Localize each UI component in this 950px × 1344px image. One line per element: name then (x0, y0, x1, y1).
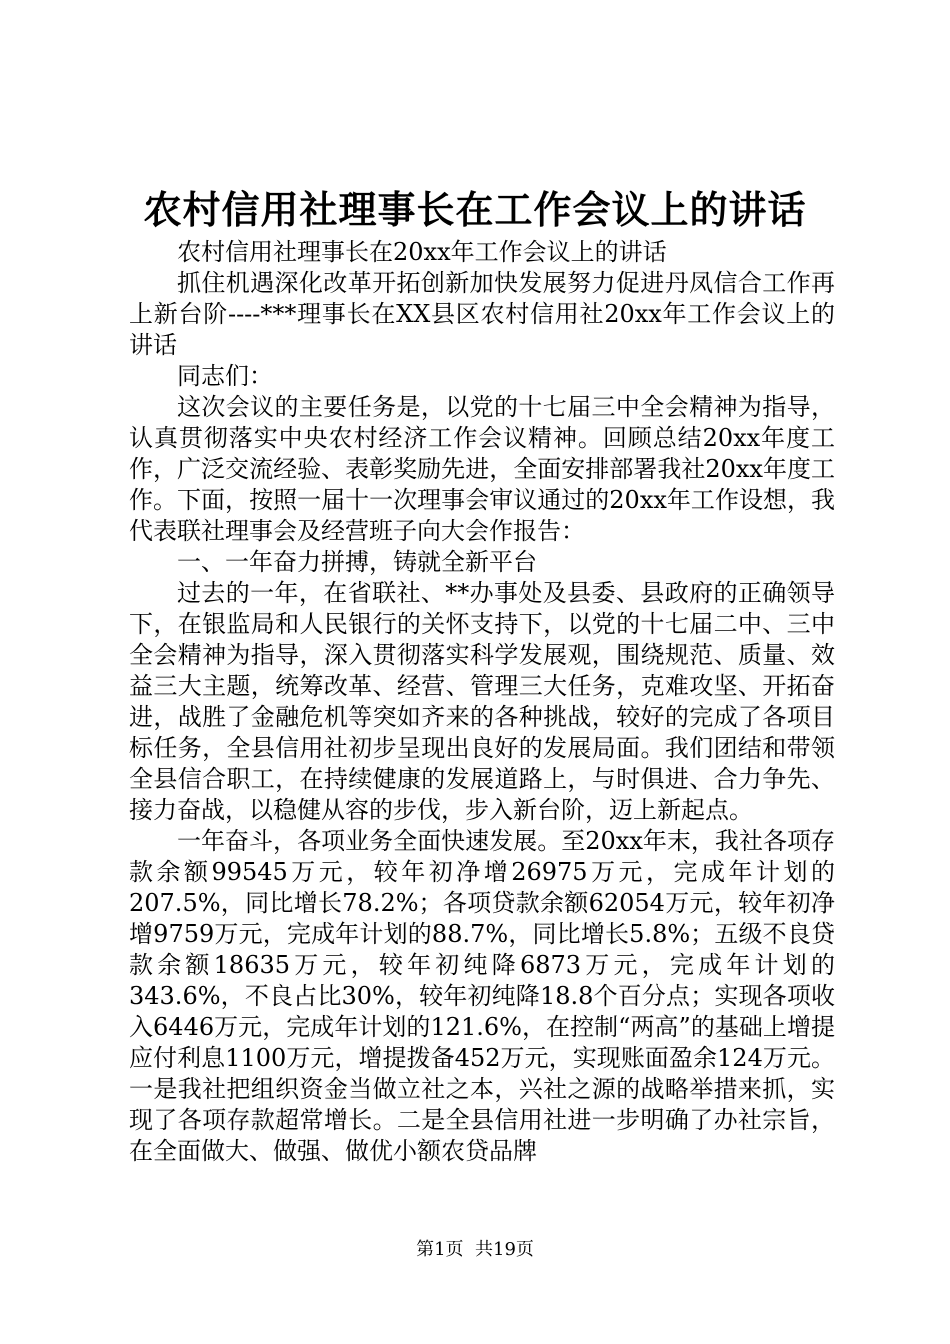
document-body (129, 237, 835, 1167)
paragraph-heading: 抓住机遇深化改革开拓创新加快发展努力促进丹凤信合工作再上新台阶----***理事长在XX县区农村信用社20xx年工作会议上的讲话 (129, 269, 835, 359)
paragraph-review: 过去的一年，在省联社、**办事处及县委、县政府的正确领导下，在银监局和人民银行的关怀支持下，以党的十七届二中、三中全会精神为指导，深入贯彻落实科学发展观，围绕规范、质量、效益三大主题，统筹改革、经营、管理三大任务，克难攻坚、开拓奋进，战胜了金融危机等突如齐来的各种挑战，较好的完成了各项目标任务，全县信用社初步呈现出良好的发展局面。我们团结和带领全县信合职工，在持续健康的发展道路上，与时俱进、合力争先、接力奋战，以稳健从容的步伐，步入新台阶，迈上新起点。 (129, 579, 835, 824)
page-footer (0, 1238, 950, 1262)
page-total: 共19页 (475, 1239, 534, 1260)
section-heading-1: 一、一年奋力拼搏，铸就全新平台 (177, 548, 537, 576)
paragraph-intro: 这次会议的主要任务是，以党的十七届三中全会精神为指导，认真贯彻落实中央农村经济工作会议精神。回顾总结20xx年度工作，广泛交流经验、表彰奖励先进，全面安排部署我社20xx年度工作。下面，按照一届十一次理事会审议通过的20xx年工作设想，我代表联社理事会及经营班子向大会作报告： (129, 393, 835, 545)
paragraph-subtitle: 农村信用社理事长在20xx年工作会议上的讲话 (177, 238, 667, 266)
page-number: 第1页 (416, 1239, 464, 1260)
page-title: 农村信用社理事长在工作会议上的讲话 (143, 187, 807, 232)
paragraph-results: 一年奋斗，各项业务全面快速发展。至20xx年末，我社各项存款余额99545万元，较年初净增26975万元，完成年计划的207.5%，同比增长78.2%；各项贷款余额62054万元，较年初净增9759万元，完成年计划的88.7%，同比增长5.8%；五级不良贷款余额18635万元，较年初纯降6873万元，完成年计划的343.6%，不良占比30%，较年初纯降18.8个百分点；实现各项收入6446万元，完成年计划的121.6%，在控制“两高”的基础上增提应付利息1100万元，增提拨备452万元，实现账面盈余124万元。一是我社把组织资金当做立社之本，兴社之源的战略举措来抓，实现了各项存款超常增长。二是全县信用社进一步明确了办社宗旨，在全面做大、做强、做优小额农贷品牌 (129, 827, 835, 1165)
paragraph-salutation: 同志们： (177, 362, 273, 390)
